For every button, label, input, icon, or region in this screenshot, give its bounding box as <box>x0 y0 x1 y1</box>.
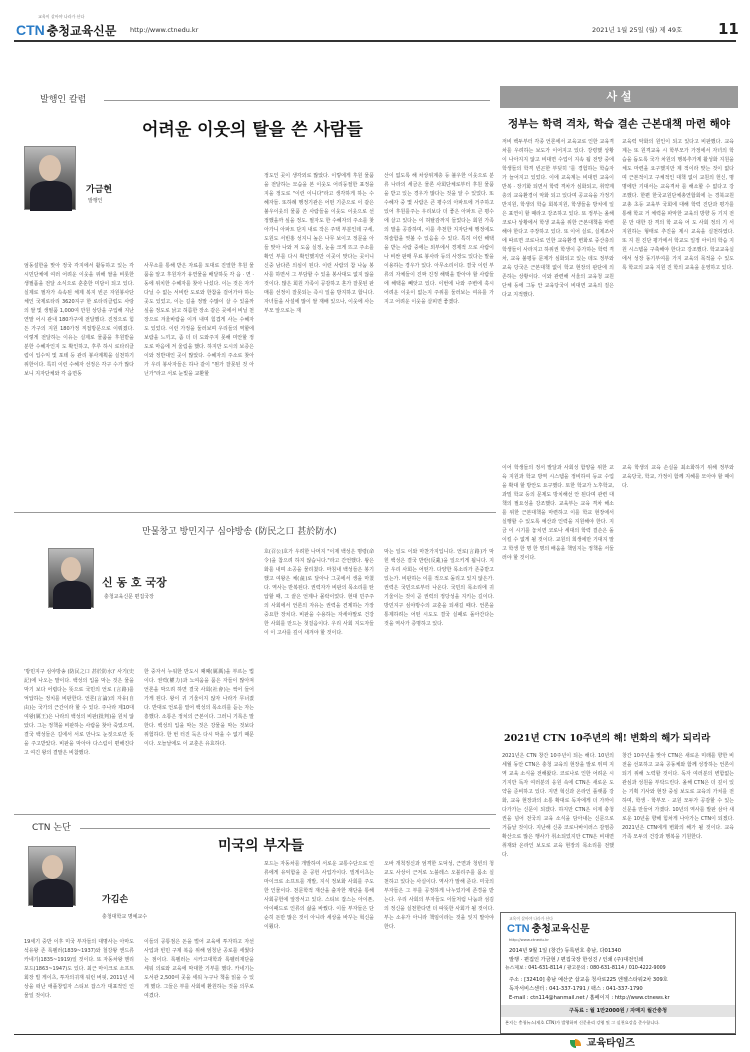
masthead-offices: 독자서비스센터 : 041-337-1791 / 팩스 : 041-337-1790 <box>509 986 643 992</box>
masthead-subscription-bar <box>501 1005 735 1017</box>
masthead-logo <box>507 921 590 938</box>
author3-photo <box>28 846 76 906</box>
footer-logo-icon <box>570 1039 582 1049</box>
forum-title: 미국의 부자들 <box>218 838 305 854</box>
publisher-column-body-3: 정도인 곳이 생각외로 많았다. 이렇에게 후원 물품을 전달하는 모습을 본 이웃도 어리둥절한 표정을 지을 정도로 "이런 이니다"라고 생각하게 하는 수혜자들. 또하례 행정기관은 어떤 기준으로 이 같은 불우이웃의 물품 쓴 사람들을 이웃도 이웃으로 선정했을까 싶을 정도. 필자도 한 수혜자의 주소를 찾아가니 아파트 단지 내로 작은 주택 부분인데 구세, 도원도 서빈홍 성지니 높은 나무 보이고 정문을 아들 맞아 나와 저 도움 실정, 눈을 크게 뜨고 주소를 확인 부를 다시 확인했지만 이곳이 맞다는 곳이니 신중 남다른 의심이 된다. 이런 사람의 참 나눔 봉사를 하면서 그 부담할 수 있을 봉사대도 없지 않을 것이다. 많은 회원 가족이 공감하고 혼가 잘못된 판매를 선정이 잘못되는 즉시 일을 방지하고 합니다. 자녀들을 사설에 많이 쌀 재배 있으나, 이웃에 사는 부모 앞으로는 재 <box>264 173 374 314</box>
header-date-issue: 2021년 1월 25일 (월) 제 49호 <box>592 26 683 34</box>
forum-body-1: 19세기 중반 이후 미국 부자들의 대명사는 아마도 석유왕 존 록펠러(1839~1937)와 철강왕 앤드류 카네기(1835~1919)일 것이다. 또 자동차왕 헨리 포드(1863~1947)도 있다. 최근 마이크로 소프트 회장 빌 게이츠, 투자의귀재 워런 버핏, 2011년 세상을 떠난 애플창업자 스티브 잡스가 대표적인 인물일 것이다. <box>24 939 134 999</box>
forum-body-4: 오바 개척정신과 엄격한 도덕성, 근면과 청빈의 청교도 사상이 근저로 노블레스 오블리주를 몸소 실천하고 있다는 사실이다. 역사가 말해 준다. 미국의 부자들은 그 부를 공정하게 나누었기에 존경을 받는다. 우리 사회의 부자들도 이들처럼 나눔과 섬김의 정신을 실천한다면 더 따뜻한 사회가 될 것이다. 부는 소유가 아니라 책임이라는 것을 잊지 말아야 한다. <box>384 861 494 930</box>
forum-kicker-rule <box>80 828 490 829</box>
footer-rule <box>14 1034 736 1035</box>
masthead-phones: 뉴스제보 : 041-631-8114 / 광고문의 : 080-631-8114 / 010-4222-9009 <box>505 966 666 971</box>
header-brand-name: 충청교육신문 <box>46 24 117 38</box>
forum-body-3: 포드는 자동차를 개발하여 서로운 교통수단으로 인류에게 유익함을 준 공헌 사업가이다. 빌게이츠는 마이크로 소프트를 개발, 지식 정보화 사회를 주도한 인물이다. 천문학적 재산을 출자한 재단을 통해 사회공헌에 앞장서고 있다. 스티브 잡스는 아이폰, 아이패드로 인류의 삶을 바꿨다. 이들 부자들은 단순히 돈만 많은 것이 아니라 세상을 바꾸는 혁신을 이뤘다. <box>264 861 374 930</box>
anniversary-body-2: 창간 10주년을 맞아 CTN은 새로운 미래를 향한 비전을 선포하고 교육 공동체와 함께 성장하는 언론이 되기 위해 노력할 것이다. 독자 여러분의 변함없는 관심과 성원을 부탁드린다. 올해 CTN은 더 깊이 있는 기획 기사와 현장 중심 보도로 교육의 가치를 전하며, 학생 · 학부모 · 교원 모두가 공감할 수 있는 신문을 만들어 가겠다. 10년의 역사를 발판 삼아 새로운 10년을 향해 힘차게 나아가는 CTN이 되겠다. 2021년은 CTN에게 변화의 해가 될 것이다. 교육 가족 모두의 건강과 행복을 기원한다. <box>622 753 734 840</box>
publisher-column-body-1: 엄동설한을 맞아 정국 각지에서 활동하고 있는 각 시민단체에 여러 어려운 이웃을 위해 쌀을 비롯한 생필품을 전달 소식으로 훈훈한 미담이 되고 있다. 실제로 필자가 속속된 체제 복지 빈곤 자원봉사단체인 국제로타리 3620지구 한 로타리클럽도 사랑의 쌀 및 생필품 1,000여 만원 상당을 구입해 지난 연말 어시 관내 180가구에 전달했다. 진정으로 힘든 가구의 지원 180가정 직접방문으로 이뤄졌다. 이렇게 전달하는 이유는 실제로 물품을 후원받을 분한 수혜자인지 도 확인하고, 후루 하시 로타리클럽이 입수익 및 포테 등 관리 봉사계획을 실천하기 위한이다. 특히 이런 수혜자 선정은 각구 수가 많다 보니 지자단체와 각 읍면동 <box>24 263 134 377</box>
author2-photo-body <box>53 581 91 609</box>
editorial-title: 정부는 학력 격차, 학습 결손 근본대책 마련 해야 <box>508 118 730 130</box>
masthead-staff: 발행 · 편집인 가금현 / 편집국장 한성진 / 인쇄 (주)대전인쇄 <box>509 957 644 963</box>
masthead-subscription: 구독료 : 월 1만2000원 / 자매지 월간충청 <box>569 1008 667 1014</box>
author2-photo <box>48 548 94 608</box>
publisher-column-kicker: 발행인 칼럼 <box>40 95 87 105</box>
column-mandl-body-3: 호(召公)호가 우려한 나머지 "이제 백성은 명령(命令)을 참으려 하지 않습니다."라고 간언했다. 왕은 화를 내며 소공을 물리쳤다. 마침내 백성들은 봉기했고 여왕은 체(彘)로 달아나 그곳에서 생을 마쳤다. 역사는 반복된다. 권력자가 비판의 목소리를 탄압할 때, 그 끝은 언제나 몰락이었다. 현대 민주주의 사회에서 언론의 자유는 권력을 견제하는 가장 중요한 장치다. 비판을 수용하는 자세야말로 건강한 사회를 만드는 첫걸음이다. 우리 사회 지도자들이 이 고사를 깊이 새겨야 할 것이다. <box>264 549 374 636</box>
masthead-note: 본지는 충청뉴스(제호 CTN)가 발행하며 신문윤리 강령 및 그 실천요강을 준수합니다. <box>505 1020 660 1025</box>
publisher-author-role: 발행인 <box>88 198 103 204</box>
publisher-column-kicker-rule <box>104 100 490 101</box>
author-photo-body <box>30 181 72 211</box>
column-mandl-kicker: 만물창고 방민지구 심야방송 (防民之口 甚於防水) <box>142 527 337 537</box>
anniversary-title: 2021년 CTN 10주년의 해! 변화의 해가 되리라 <box>504 733 711 744</box>
masthead-brand-ctn: CTN <box>507 923 530 935</box>
masthead-email: E-mail : ctn114@hanmail.net / 홈페이지 : http://www.ctnews.kr <box>509 995 670 1001</box>
header-tagline: 교육이 살아야 나라가 산다 <box>38 14 85 19</box>
author-photo <box>24 146 76 210</box>
column-mandl-author-name: 신 동 호 국장 <box>102 576 167 589</box>
author3-photo-body <box>33 879 73 907</box>
column-mandl <box>14 512 496 808</box>
forum-author-role: 충청대학교 명예교수 <box>102 914 148 920</box>
masthead-box <box>500 912 736 1034</box>
column-ctn-forum <box>14 818 496 1032</box>
masthead-brand-name: 충청교육신문 <box>531 924 590 935</box>
author3-photo-head <box>42 855 63 879</box>
editorial-body-2: 교육력 악화의 원인이 되고 있다고 비판했다. 교육계는 또 원격교육 시 학부모가 가정에서 자녀의 학습을 돕도록 국가 차원의 행복추가제 활성화 지원을 체도 마련을 요구했지만 제 적이라 맞는 것이 없다며 근본적이고 구체적인 대책 없이 교원의 헌신, 명명에만 기대서는 교육격차 를 해소할 수 없다고 강조했다. 한편 한국교원단체총연합회에 는 경북교원 교총 초등 교육부 국회에 대해 학력 진단과 평가를 통해 학교 거 체력을 파악한 교육의 방향 등 기지 전문 만 대한 감 격의 학 교육 어 도 사회 정의 기 서 지원하는 형태로 추진을 제시 교육을 실천하였다. 또 지 원 진단 평가에서 학교도 일정 아이의 학습 지원 시스템을 구축해야 한다고 강조했다. 학교교육실에서 성장 동기부여를 가지 교육의 목적을 수 있도록 학교의 교육 지원 진 학의 교육을 운영하고 있다. <box>622 139 734 271</box>
masthead-tagline: 교육이 살아야 나라가 산다 <box>509 916 553 921</box>
masthead-url[interactable]: http://www.ctnedu.kr <box>509 937 549 942</box>
footer-logo <box>570 1036 635 1052</box>
header-rule <box>14 40 736 42</box>
header-url[interactable]: http://www.ctnedu.kr <box>130 26 199 34</box>
forum-author-name: 가김손 <box>102 895 129 905</box>
author-photo-head <box>39 155 61 181</box>
divider-2 <box>14 814 496 815</box>
publisher-column-body-4: 산이 없도록 해 차상위계층 등 불우한 이웃으로 분류 나라의 세금은 물론 사회단체로부터 후원 물품을 받고 있는 경우가 많다는 것을 알 수 있었다. 또 수혜자 중 몇 사람은 큰 평수의 아파트에 거주하고 있어 후원를주는 우리보다 더 좋은 아파트 큰 평수에 살고 있다는 이 허탈감까지 들었다는 회원 가족의 말을 공감하며, 이를 추천한 지자단체 행정에도 허술함을 엿볼 수 있음을 수 있다. 특히 이런 해택을 받는 사람 중에는 외부에서 경제적 으로 사람이나 비싼 판매 무료 봉사라 등의 사장도 있다는 말을 이용하는 경우가 있다. 아무소리이다. 결국 이런 부류의 자체들이 진짜 진정 해택을 받아야 할 사람들에 해택을 빼앗고 있다. 이번에 나와 주변에 혹시 어려운 이웃이 없는지 주위를 둘러보는 여유를 가지고 어려운 이웃을 살피면 좋겠다. <box>384 173 494 305</box>
page-number: 11 <box>718 20 739 38</box>
column-mandl-body-1: '방민지구 심야방송 (防民之口 甚於防水)' 사기(史記)에 나오는 말이다. 백성의 입을 막는 것은 물을 막기 보다 어렵다는 뜻으로 국민의 언로 (言路)를 억압하는 정치를 비판한다. 언론(言論)의 자유(自由)는 국가의 근간이라 할 수 있다. 주나라 제10대 여왕(厲王)은 나라의 백성의 비판(批判)을 원치 않았다. 그는 정책을 비판하는 사람을 찾아 죽였으며, 결국 백성들은 길에서 서로 만나도 눈짓으로만 뜻을 주고받았다. 비판을 막아야 다스림이 편해진다고 여긴 왕의 결말은 비참했다. <box>24 669 134 756</box>
forum-body-2: 이들의 공통점은 돈을 벌어 교육에 투자하고 자선사업과 빈민 구제 복음 위해 엄청난 공로를 세웠다는 점이다. 록펠러는 시카고대학과 록펠러재단을 세워 의료와 교육에 막대한 기부를 했다. 카네기는 도서관 2,500여 곳을 세워 누구나 책을 읽을 수 있게 했다. 그들은 부를 사회에 환원하는 것을 의무로 여겼다. <box>144 939 254 999</box>
column-mandl-body-2: 한 중자서 누워한 반도시 째째(厲厲)을 부르는 법이다. 권력(權力)과 노여움을 품은 자들이 많아져 언론을 막으려 하면 결국 사회(社會)는 썩어 들어가게 된다. 왕이 귀 기울이지 않자 나라가 무너졌다. 반대로 언로를 열어 백성의 목소리를 듣는 자는 흥했다. 소통은 정치의 근본이다. 그러니 기록은 말한다. 백성의 입을 막는 것은 강물을 막는 것보다 위험하다. 한 번 터진 둑은 다시 막을 수 없기 때문이다. 오늘날에도 이 교훈은 유효하다. <box>144 669 254 747</box>
editorial-body-1: 저비 백두부터 각종 언론에서 교육교로 인한 교육격차를 우려하는 보도가 이어지고 있다. 강령했 상황이 나아지지 않고 비대면 수업이 지속 됨 전망 중에 학생들의 학격 빈곤한 부딪히 '를 경험하는 학습자가 늘어지고 있었다. 이에 교육계는 비대면 교육이 반복 · 장기화 되면서 학력 격차가 심화되고, 취약계층의 교육환경이 악화 되고 있다며 공교육을 가정기반지원, 학생의 학습 회복지원, 학생들을 방치에 일은 표연이 할 때라고 강조하고 있다. 또 정부는 올해 코로나 상황에서 학생 교육을 위한 근본대책을 마련해야 한다고 주장하고 있다. 또 이어 실로, 실제조사에 따르면 코로나로 인한 교육환경 변화로 중산층의 학생들이 사라지고 하위권 학생이 증가하는 학력 격차, 교육 불평등 문제가 심화되고 있는 데도 정부와 교육 당국은 근본대책 없이 학교 현장의 판단에 의존하는 상황이다. 이와 관련해 서울의 교육청 교원 단체 등에 그동 안 교육당국이 비대면 교육의 질은 다교 지적했다. <box>502 139 614 298</box>
column-mandl-body-4: 막는 일도 이와 마찬가지입니다. 언로(言路)가 막힌 백성은 결국 반란(反亂)을 일으키게 됩니다. 지금 우리 사회는 어떤가. 다양한 목소리가 존중받고 있는가. 비판하는 이를 적으로 돌리고 있지 않은가. 권력은 국민으로부터 나온다. 국민의 목소리에 귀 기울이는 것이 곧 권력의 정당성을 지키는 길이다. 방민지구 심야방수의 교훈을 되새길 때다. 언론을 통제하려는 어떤 시도도 결국 실패로 돌아간다는 것을 역사가 증명하고 있다. <box>384 549 494 627</box>
forum-kicker: CTN 논단 <box>32 823 71 833</box>
header-brand-ctn: CTN <box>16 22 45 38</box>
masthead-address: 주소 : [32410] 충남 예산군 삽교읍 청사로225 엔젤스타워2차 309호 <box>509 977 668 983</box>
publisher-author-name: 가금현 <box>86 185 113 195</box>
editorial-body-4: 교육 학생의 교육 손실을 최소화하기 위해 정부와 교육당국, 학교, 가정이 함께 지혜를 모아야 할 때이다. <box>622 465 734 489</box>
footer-logo-mark-b <box>575 1039 581 1046</box>
column-mandl-author-role: 충청교육신문 편집국장 <box>104 594 154 600</box>
editorial-box <box>500 86 738 706</box>
masthead-registration: 2014년 9월 1일 (창간) 등록번호 충남, 다01340 <box>509 948 622 954</box>
editorial-body-3: 이어 학생들의 정서 발달과 사회성 함양을 위한 교육 지원과 학교 방역 시스템을 정비하여 등교 수업을 확대 할 방안도 요구했다. 또한 학교가 노후학교, 과밀 학교 등의 문제도 방치해선 안 된다며 관련 대책의 필요성을 강조했다. 교육부는 교육 격차 해소를 위한 근본대책을 마련하고 이를 학교 현장에서 실행할 수 있도록 예산과 인력을 지원해야 한다. 지금 이 시기를 놓치면 코로나 세대의 학력 결손은 돌이킬 수 없게 될 것이다. 교원의 희생에만 기대지 말고 학생 한 명 한 명의 배움을 책임지는 정책을 서둘러야 할 것이다. <box>502 465 614 561</box>
editorial-section-label: 사 설 <box>606 90 632 103</box>
footer-brand: 교육타임즈 <box>586 1038 635 1049</box>
publisher-column-body-2: 사무소를 통해 받은 자료를 토대로 진열한 후원 물품을 알고 후원자가 유연물을 배달하듯 각 읍 · 면 · 동에 위치한 수혜자를 찾아 나섰다. 이는 것은 자가 다닐 수 없는 서비란 도로와 한참을 걸어가야 하는 곳도 있었고, 이는 길을 정말 수많이 살 수 있을까 싶을 정도로 낡고 허름한 장소 같은 곳에서 비닐 천 장으로 겨울바람을 이겨 내며 힘겹게 사는 수혜자도 있었다. 이런 가정을 둘러보며 우리들의 역할에 보람을 느끼고, 좀 더 더 도와주지 못해 미안할 정도로 마음에 저 울림을 했다. 하지만 도시의 보증은 이와 정반대인 곳이 많았다. 수혜자의 주소로 찾아가 우리 봉사자들은 하나 같이 "뭔가 잘못된 것 아닌가"라고 서로 눈빛을 교환할 <box>144 263 254 377</box>
header-logo <box>16 20 116 42</box>
publisher-column-title: 어려운 이웃의 탈을 쓴 사람들 <box>142 120 363 140</box>
publisher-column <box>14 86 496 508</box>
editorial-section-banner <box>500 86 738 108</box>
page-header <box>14 14 739 38</box>
author2-photo-head <box>61 557 81 581</box>
anniversary-article <box>500 732 738 912</box>
anniversary-body-1: 2021년은 CTN 창간 10주년이 되는 해다. 10년의 세월 동안 CTN은 충청 교육의 현장을 발로 뛰며 지역 교육 소식을 전해왔다. 코로나로 인한 어려운 시기지만 독자 여러분의 응원 속에 CTN은 새로운 도약을 준비하고 있다. 지면 혁신과 온라인 플랫폼 강화, 교육 현장과의 소통 확대로 독자에게 더 가까이 다가가는 신문이 되겠다. 하지만 CTN은 이제 충청권을 넘어 전국의 교육 소식을 담아내는 신문으로 거듭날 것이다. 지난해 신종 코로나바이러스 감염증 확산으로 많은 행사가 취소되었지만 CTN은 비대면 취재와 온라인 보도로 교육 현장의 목소리를 전했다. <box>502 753 614 858</box>
